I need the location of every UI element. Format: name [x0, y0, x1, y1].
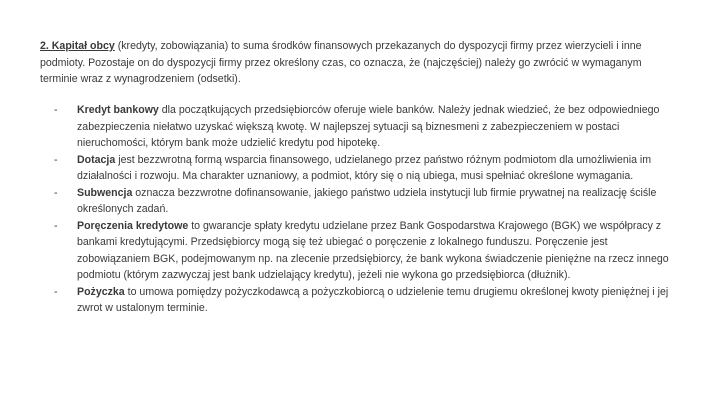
item-text: jest bezzwrotną formą wsparcia finansowego, udzielanego przez państwo różnym podmiotom dla umożliwienia im działalności i rozwoju. Ma charakter uznaniowy, a podmiot, który się o nią ubiega, musi spełniać określone wymagania. — [77, 153, 652, 182]
list-item-kredyt-bankowy — [40, 102, 680, 152]
item-term: Pożyczka — [77, 285, 125, 298]
item-text: to umowa pomiędzy pożyczkodawcą a pożyczkobiorcą o udzielenie temu drugiemu określonej kwoty pieniężnej i jej zwrot w ustalonym terminie. — [77, 285, 669, 314]
financing-list — [40, 102, 680, 317]
item-text: to gwarancje spłaty kredytu udzielane przez Bank Gospodarstwa Krajowego (BGK) we współpracy z bankami kredytującymi. Przedsiębiorcy mogą się też ubiegać o poręczenie z lokalnego funduszu. Poręczenie jest zobowiązaniem BGK, podejmowanym np. na zlecenie przedsiębiorcy, że bank wykona świadczenie pieniężne na rzecz innego podmiotu (którym zazwyczaj jest bank udzielający kredytu), jeżeli nie wykona go przedsiębiorca (dłużnik). — [77, 219, 669, 281]
bullet-dash: - — [54, 219, 58, 232]
bullet-dash: - — [54, 285, 58, 298]
item-term: Kredyt bankowy — [77, 104, 159, 116]
list-item-dotacja — [40, 152, 680, 185]
list-item-poreczenia-kredytowe — [40, 218, 680, 284]
list-item-pozyczka — [40, 284, 680, 317]
item-text: dla początkujących przedsiębiorców oferuje wiele banków. Należy jednak wiedzieć, że bez odpowiedniego zabezpieczenia niełatwo uzyskać większą kwotę. W najlepszej sytuacji są biznesmeni z zabezpieczeniem w postaci nieruchomości, którym bank może udzielić kredytu pod hipotekę. — [77, 104, 660, 149]
item-term: Dotacja — [77, 153, 116, 166]
intro-lead: 2. Kapitał obcy — [40, 40, 115, 52]
item-term: Subwencja — [77, 186, 133, 199]
item-term: Poręczenia kredytowe — [77, 219, 189, 232]
bullet-dash: - — [54, 104, 58, 116]
item-text: oznacza bezzwrotne dofinansowanie, jakiego państwo udziela instytucji lub firmie prywatnej na realizację ściśle określonych zadań. — [77, 186, 657, 215]
intro-text: (kredyty, zobowiązania) to suma środków finansowych przekazanych do dyspozycji firmy przez wierzycieli i inne podmioty. Pozostaje on do dyspozycji firmy przez określony czas, co oznacza, że (najczęściej) należy go zwrócić w wymaganym terminie wraz z wynagrodzeniem (odsetki). — [40, 40, 642, 85]
bullet-dash: - — [54, 153, 58, 166]
list-item-subwencja — [40, 185, 680, 218]
bullet-dash: - — [54, 186, 58, 199]
intro-paragraph — [40, 38, 680, 88]
